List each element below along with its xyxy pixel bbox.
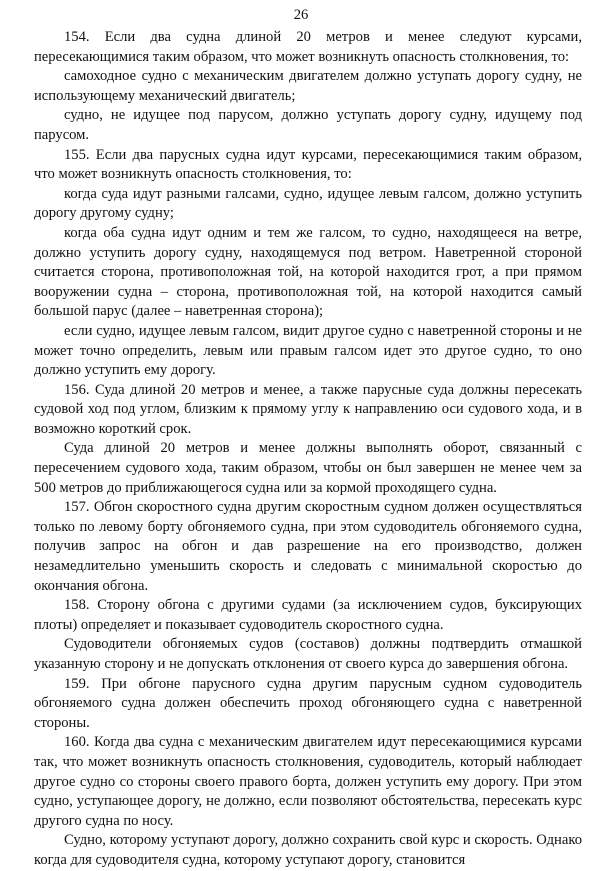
paragraph-156: 156. Суда длиной 20 метров и менее, а также парусные суда должны пересекать судовой ход под углом, близким к прямому углу к направлению оси судового хода, и в возможно короткий срок. — [34, 381, 582, 437]
paragraph-160-part-2: Судно, которому уступают дорогу, должно сохранить свой курс и скорость. Однако когда для судоводителя судна, которому уступают дорогу, становится — [34, 832, 582, 868]
paragraph-155: 155. Если два парусных судна идут курсами, пересекающимися таким образом, что может возникнуть опасность столкновения, то: — [34, 146, 582, 183]
paragraph-159: 159. При обгоне парусного судна другим парусным судном судоводитель обгоняемого судна должен обеспечить проход обгоняющего судна с наветренной стороны. — [34, 675, 582, 731]
paragraph-154-item-1: самоходное судно с механическим двигателем должно уступать дорогу судну, не использующему механический двигатель; — [34, 68, 582, 104]
paragraph-155-item-3: если судно, идущее левым галсом, видит другое судно с наветренной стороны и не может точно определить, левым или правым галсом идет это другое судно, то оно должно уступить ему дорогу. — [34, 322, 582, 379]
paragraph-160: 160. Когда два судна с механическим двигателем идут пересекающимися курсами так, что может возникнуть опасность столкновения, судоводитель, который наблюдает другое судно со стороны своего правого борта, должен уступить ему дорогу. При этом судно, уступающее дорогу, не должно, если позволяют обстоятельства, пересекать курс другого судна по носу. — [34, 734, 582, 829]
paragraph-154: 154. Если два судна длиной 20 метров и менее следуют курсами, пересекающимися таким образом, что может возникнуть опасность столкновения, то: — [34, 29, 582, 65]
paragraph-156-part-2: Суда длиной 20 метров и менее должны выполнять оборот, связанный с пересечением судового хода, таким образом, чтобы он был завершен не менее чем за 500 метров до приближающегося судна или за кормой проходящего судна. — [34, 440, 582, 496]
document-body — [34, 28, 582, 871]
paragraph-158: 158. Сторону обгона с другими судами (за исключением судов, буксирующих плоты) определяет и показывает судоводитель скоростного судна. — [34, 597, 582, 633]
paragraph-157: 157. Обгон скоростного судна другим скоростным судном должен осуществляться только по левому борту обгоняемого судна, при этом судоводитель обгоняемого судна, получив запрос на обгон и дав разрешение на его производство, должен незамедлительно уменьшить скорость и следовать с минимальной скоростью до окончания обгона. — [34, 499, 582, 594]
paragraph-158-part-2: Судоводители обгоняемых судов (составов) должны подтвердить отмашкой указанную сторону и не допускать отклонения от своего курса до завершения обгона. — [34, 636, 582, 672]
paragraph-155-item-2: когда оба судна идут одним и тем же галсом, то судно, находящееся на ветре, должно уступить дорогу судну, находящемуся под ветром. Наветренной стороной считается сторона, противоположная той, на которой находится грот, а при прямом вооружении судна – сторона, противоположная той, на которой находится самый большой парус (далее – наветренная сторона); — [34, 224, 582, 320]
paragraph-155-item-1: когда суда идут разными галсами, судно, идущее левым галсом, должно уступить дорогу другому судну; — [34, 185, 582, 222]
paragraph-154-item-2: судно, не идущее под парусом, должно уступать дорогу судну, идущему под парусом. — [34, 107, 582, 143]
page-number: 26 — [293, 7, 309, 23]
